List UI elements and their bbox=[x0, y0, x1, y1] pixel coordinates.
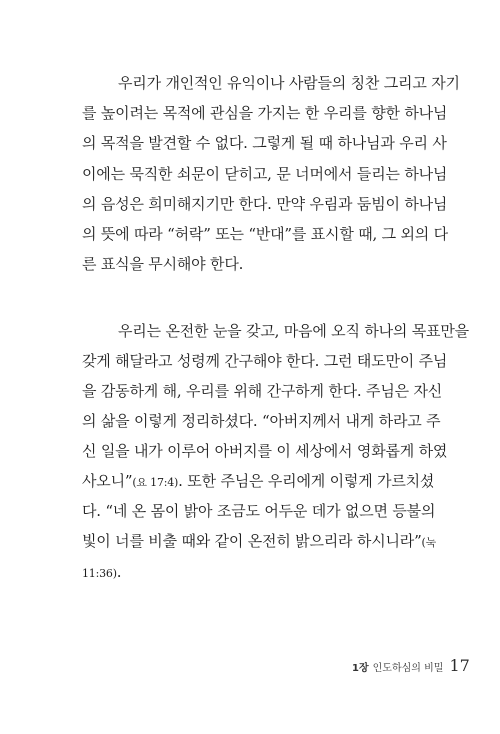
paragraph-1-line-1: 우리가 개인적인 유익이나 사람들의 칭찬 그리고 자기 bbox=[118, 74, 460, 92]
paragraph-2-line-6 bbox=[82, 471, 434, 493]
scripture-reference-luke-suffix: 11:36) bbox=[82, 567, 117, 580]
paragraph-2-line-5: 신 일을 내가 이루어 아버지를 이 세상에서 영화롭게 하였 bbox=[82, 442, 448, 460]
paragraph-2-line-3: 을 감동하게 해, 우리를 위해 간구하게 한다. 주님은 자신 bbox=[82, 382, 443, 400]
page-footer bbox=[352, 656, 470, 675]
paragraph-2-line-8 bbox=[82, 531, 436, 553]
book-title: 인도하심의 비밀 bbox=[372, 663, 444, 674]
paragraph-1-line-7: 른 표식을 무시해야 한다. bbox=[82, 255, 244, 273]
page-number: 17 bbox=[449, 656, 470, 675]
paragraph-2-line-1: 우리는 온전한 눈을 갖고, 마음에 오직 하나의 목표만을 bbox=[118, 322, 469, 340]
paragraph-2-line-7: 다. “네 온 몸이 밝아 조금도 어두운 데가 없으면 등불의 bbox=[82, 502, 436, 520]
paragraph-2-line-4: 의 삶을 이렇게 정리하셨다. “아버지께서 내게 하라고 주 bbox=[82, 412, 441, 430]
paragraph-1-line-6: 의 뜻에 따라 “허락” 또는 “반대”를 표시할 때, 그 외의 다 bbox=[82, 225, 448, 243]
scripture-reference-luke-prefix: (눅 bbox=[421, 536, 437, 549]
paragraph-1-line-5: 의 음성은 희미해지기만 한다. 만약 우림과 둠빔이 하나님 bbox=[82, 195, 448, 213]
quote-ending: 사오니” bbox=[82, 472, 133, 490]
sentence-continuation: . 또한 주님은 우리에게 이렇게 가르치셨 bbox=[178, 472, 435, 490]
final-period: . bbox=[116, 563, 122, 581]
quote-text: 빛이 너를 비출 때와 같이 온전히 밝으리라 하시니라” bbox=[82, 532, 422, 550]
paragraph-2-line-2: 갖게 해달라고 성령께 간구해야 한다. 그런 태도만이 주님 bbox=[82, 352, 448, 370]
paragraph-2-line-9 bbox=[82, 562, 121, 584]
chapter-label: 1장 bbox=[352, 663, 369, 674]
paragraph-1-line-3: 의 목적을 발견할 수 없다. 그렇게 될 때 하나님과 우리 사 bbox=[82, 134, 447, 152]
paragraph-1-line-2: 를 높이려는 목적에 관심을 가지는 한 우리를 향한 하나님 bbox=[82, 104, 448, 122]
scripture-reference-john: (요 17:4) bbox=[132, 476, 179, 489]
paragraph-1-line-4: 이에는 묵직한 쇠문이 닫히고, 문 너머에서 들리는 하나님 bbox=[82, 165, 448, 183]
